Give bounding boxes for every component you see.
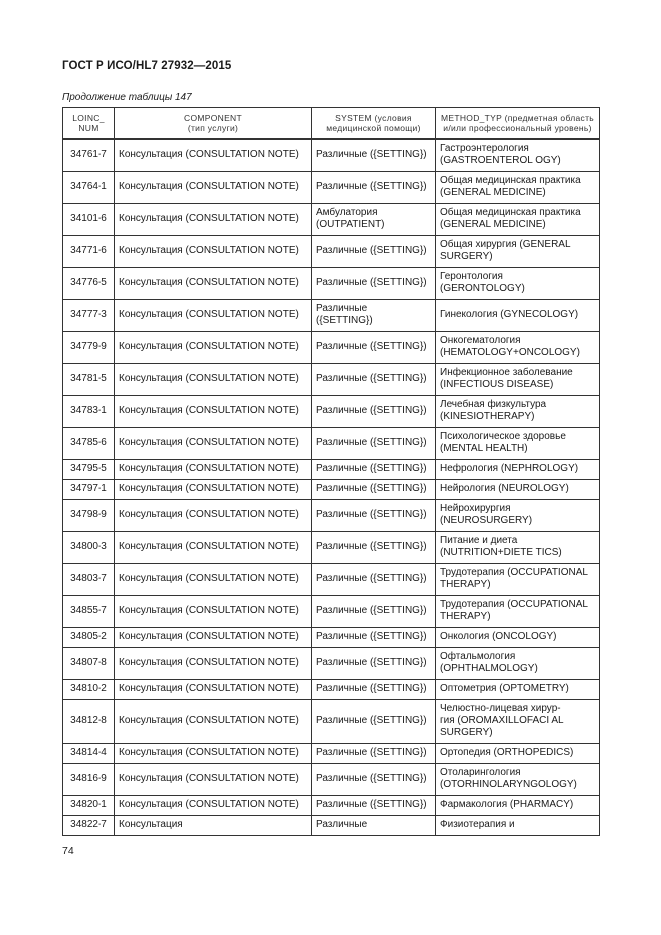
cell-loinc-num: 34805-2: [63, 627, 115, 647]
column-header-component: COMPONENT (тип услуги): [115, 108, 312, 140]
cell-loinc-num: 34776-5: [63, 267, 115, 299]
cell-component: Консультация (CONSULTATION NOTE): [115, 627, 312, 647]
cell-loinc-num: 34798-9: [63, 499, 115, 531]
cell-system: Различные ({SETTING}): [312, 331, 436, 363]
table-row: [63, 815, 600, 835]
cell-method-typ: Общая медицинская практика (GENERAL MEDICINE): [436, 171, 600, 203]
cell-loinc-num: 34812-8: [63, 699, 115, 743]
cell-loinc-num: 34779-9: [63, 331, 115, 363]
cell-loinc-num: 34777-3: [63, 299, 115, 331]
table-header-row: [63, 108, 600, 140]
cell-loinc-num: 34785-6: [63, 427, 115, 459]
table-row: [63, 563, 600, 595]
cell-method-typ: Общая медицинская практика (GENERAL MEDICINE): [436, 203, 600, 235]
cell-system: Различные ({SETTING}): [312, 459, 436, 479]
cell-system: Различные ({SETTING}): [312, 627, 436, 647]
loinc-table: [62, 107, 600, 836]
cell-component: Консультация (CONSULTATION NOTE): [115, 331, 312, 363]
cell-component: Консультация (CONSULTATION NOTE): [115, 699, 312, 743]
table-row: [63, 235, 600, 267]
cell-method-typ: Нефрология (NEPHROLOGY): [436, 459, 600, 479]
table-row: [63, 395, 600, 427]
cell-component: Консультация (CONSULTATION NOTE): [115, 203, 312, 235]
cell-component: Консультация (CONSULTATION NOTE): [115, 499, 312, 531]
cell-method-typ: Инфекционное заболевание (INFECTIOUS DISEASE): [436, 363, 600, 395]
cell-component: Консультация (CONSULTATION NOTE): [115, 171, 312, 203]
table-row: [63, 479, 600, 499]
cell-component: Консультация: [115, 815, 312, 835]
table-row: [63, 171, 600, 203]
cell-method-typ: Гастроэнтерология (GASTROENTEROL OGY): [436, 139, 600, 171]
cell-system: Различные ({SETTING}): [312, 595, 436, 627]
table-row: [63, 699, 600, 743]
cell-system: Различные ({SETTING}): [312, 427, 436, 459]
cell-system: Различные ({SETTING}): [312, 699, 436, 743]
cell-system: Различные ({SETTING}): [312, 171, 436, 203]
cell-component: Консультация (CONSULTATION NOTE): [115, 267, 312, 299]
cell-method-typ: Отоларингология (OTORHINOLARYNGOLOGY): [436, 763, 600, 795]
cell-loinc-num: 34803-7: [63, 563, 115, 595]
cell-system: Различные ({SETTING}): [312, 235, 436, 267]
cell-component: Консультация (CONSULTATION NOTE): [115, 235, 312, 267]
cell-loinc-num: 34764-1: [63, 171, 115, 203]
cell-system: Различные ({SETTING}): [312, 139, 436, 171]
column-header-loinc-num: LOINC_ NUM: [63, 108, 115, 140]
cell-system: Различные ({SETTING}): [312, 267, 436, 299]
cell-method-typ: Психологическое здоровье (MENTAL HEALTH): [436, 427, 600, 459]
cell-loinc-num: 34822-7: [63, 815, 115, 835]
cell-component: Консультация (CONSULTATION NOTE): [115, 679, 312, 699]
table-row: [63, 139, 600, 171]
cell-component: Консультация (CONSULTATION NOTE): [115, 563, 312, 595]
cell-loinc-num: 34797-1: [63, 479, 115, 499]
cell-system: Амбулатория (OUTPATIENT): [312, 203, 436, 235]
cell-method-typ: Физиотерапия и: [436, 815, 600, 835]
cell-loinc-num: 34783-1: [63, 395, 115, 427]
table-row: [63, 679, 600, 699]
cell-loinc-num: 34781-5: [63, 363, 115, 395]
cell-component: Консультация (CONSULTATION NOTE): [115, 139, 312, 171]
cell-method-typ: Общая хирургия (GENERAL SURGERY): [436, 235, 600, 267]
cell-method-typ: Офтальмология (OPHTHALMOLOGY): [436, 647, 600, 679]
cell-loinc-num: 34820-1: [63, 795, 115, 815]
table-row: [63, 795, 600, 815]
cell-method-typ: Онкогематология (HEMATOLOGY+ONCOLOGY): [436, 331, 600, 363]
table-row: [63, 499, 600, 531]
document-title: ГОСТ Р ИСО/HL7 27932—2015: [62, 60, 232, 72]
cell-loinc-num: 34816-9: [63, 763, 115, 795]
table-row: [63, 203, 600, 235]
cell-method-typ: Оптометрия (OPTOMETRY): [436, 679, 600, 699]
table-body: [63, 139, 600, 835]
cell-loinc-num: 34771-6: [63, 235, 115, 267]
cell-method-typ: Челюстно-лицевая хирур- гия (OROMAXILLOFACI AL SURGERY): [436, 699, 600, 743]
cell-method-typ: Нейрохирургия (NEUROSURGERY): [436, 499, 600, 531]
cell-method-typ: Нейрология (NEUROLOGY): [436, 479, 600, 499]
cell-system: Различные ({SETTING}): [312, 795, 436, 815]
table-continuation-caption: Продолжение таблицы 147: [62, 92, 192, 103]
cell-loinc-num: 34101-6: [63, 203, 115, 235]
cell-loinc-num: 34795-5: [63, 459, 115, 479]
cell-method-typ: Питание и диета (NUTRITION+DIETE TICS): [436, 531, 600, 563]
cell-system: Различные: [312, 815, 436, 835]
cell-component: Консультация (CONSULTATION NOTE): [115, 531, 312, 563]
table-row: [63, 595, 600, 627]
cell-component: Консультация (CONSULTATION NOTE): [115, 595, 312, 627]
cell-system: Различные ({SETTING}): [312, 363, 436, 395]
cell-method-typ: Онкология (ONCOLOGY): [436, 627, 600, 647]
cell-system: Различные ({SETTING}): [312, 395, 436, 427]
cell-method-typ: Геронтология (GERONTOLOGY): [436, 267, 600, 299]
cell-loinc-num: 34855-7: [63, 595, 115, 627]
cell-component: Консультация (CONSULTATION NOTE): [115, 395, 312, 427]
cell-component: Консультация (CONSULTATION NOTE): [115, 299, 312, 331]
cell-component: Консультация (CONSULTATION NOTE): [115, 479, 312, 499]
column-header-method-typ: METHOD_TYP (предметная область и/или профессиональный уровень): [436, 108, 600, 140]
table-row: [63, 427, 600, 459]
cell-component: Консультация (CONSULTATION NOTE): [115, 743, 312, 763]
cell-system: Различные ({SETTING}): [312, 479, 436, 499]
cell-system: Различные ({SETTING}): [312, 647, 436, 679]
page-number: 74: [62, 845, 74, 857]
cell-component: Консультация (CONSULTATION NOTE): [115, 795, 312, 815]
cell-component: Консультация (CONSULTATION NOTE): [115, 363, 312, 395]
cell-system: Различные ({SETTING}): [312, 499, 436, 531]
table-row: [63, 743, 600, 763]
cell-loinc-num: 34761-7: [63, 139, 115, 171]
cell-method-typ: Ортопедия (ORTHOPEDICS): [436, 743, 600, 763]
cell-loinc-num: 34814-4: [63, 743, 115, 763]
table-row: [63, 531, 600, 563]
cell-component: Консультация (CONSULTATION NOTE): [115, 763, 312, 795]
cell-loinc-num: 34800-3: [63, 531, 115, 563]
cell-system: Различные ({SETTING}): [312, 743, 436, 763]
table-row: [63, 331, 600, 363]
table-row: [63, 763, 600, 795]
cell-system: Различные ({SETTING}): [312, 299, 436, 331]
cell-system: Различные ({SETTING}): [312, 679, 436, 699]
cell-component: Консультация (CONSULTATION NOTE): [115, 647, 312, 679]
table-row: [63, 647, 600, 679]
cell-system: Различные ({SETTING}): [312, 531, 436, 563]
cell-loinc-num: 34807-8: [63, 647, 115, 679]
cell-component: Консультация (CONSULTATION NOTE): [115, 427, 312, 459]
cell-method-typ: Трудотерапия (OCCUPATIONAL THERAPY): [436, 595, 600, 627]
table-row: [63, 267, 600, 299]
table-row: [63, 627, 600, 647]
cell-method-typ: Трудотерапия (OCCUPATIONAL THERAPY): [436, 563, 600, 595]
cell-method-typ: Лечебная физкультура (KINESIOTHERAPY): [436, 395, 600, 427]
cell-method-typ: Фармакология (PHARMACY): [436, 795, 600, 815]
cell-system: Различные ({SETTING}): [312, 763, 436, 795]
cell-loinc-num: 34810-2: [63, 679, 115, 699]
cell-system: Различные ({SETTING}): [312, 563, 436, 595]
table-row: [63, 459, 600, 479]
cell-method-typ: Гинекология (GYNECOLOGY): [436, 299, 600, 331]
table-row: [63, 363, 600, 395]
table-row: [63, 299, 600, 331]
cell-component: Консультация (CONSULTATION NOTE): [115, 459, 312, 479]
column-header-system: SYSTEM (условия медицинской помощи): [312, 108, 436, 140]
